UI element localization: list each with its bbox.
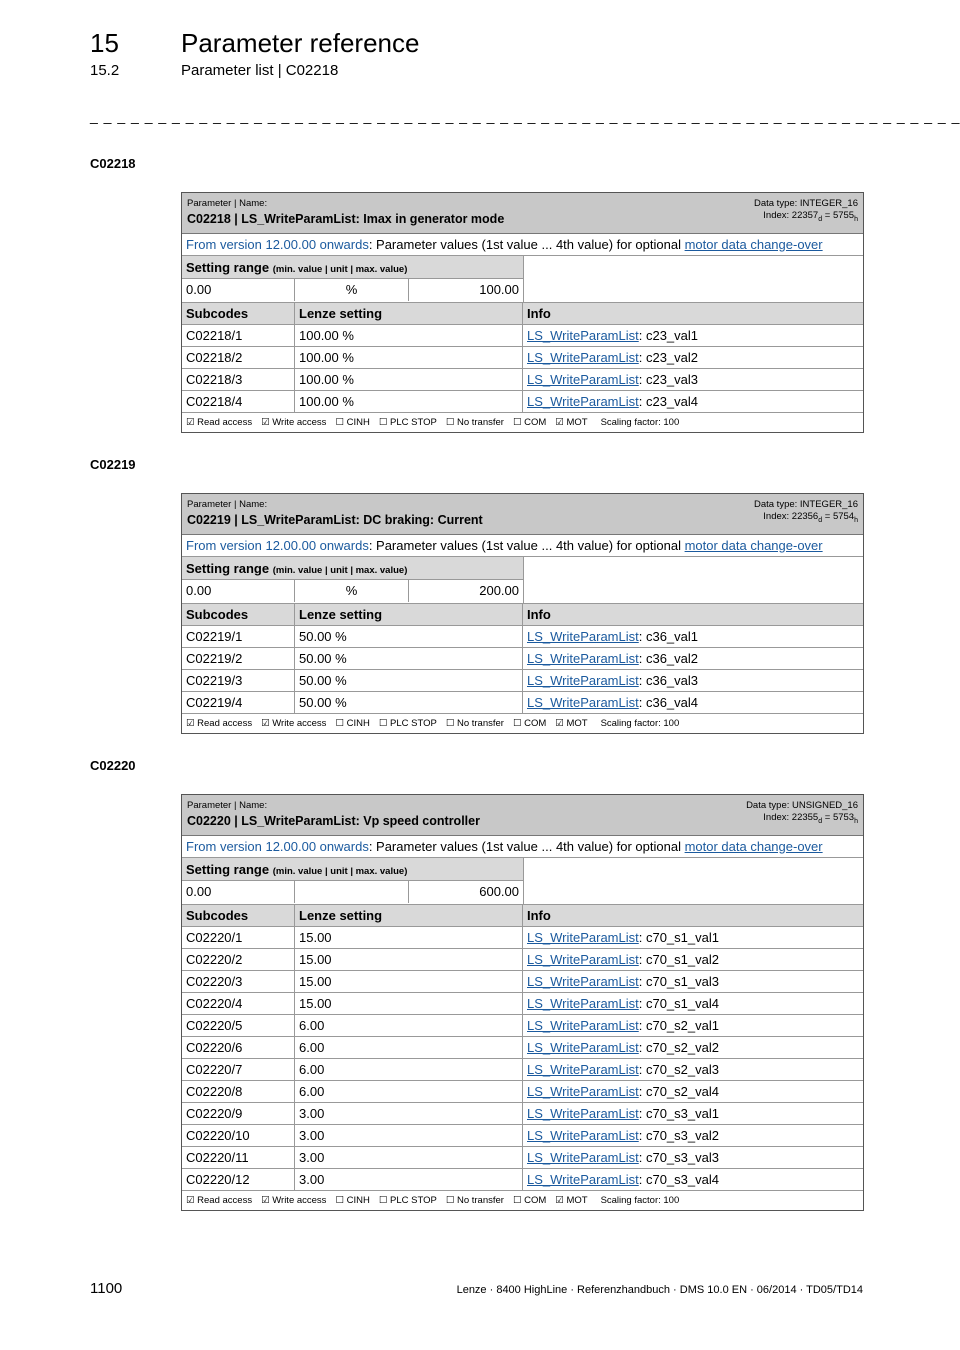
version-link[interactable]: From version 12.00.00 onwards [186,839,369,854]
range-max: 100.00 [479,282,519,297]
motor-data-link[interactable]: motor data change-over [684,538,823,553]
version-note: From version 12.00.00 onwards: Parameter values (1st value ... 4th value) for optional motor data change-over [182,836,863,858]
motor-data-link[interactable]: motor data change-over [684,237,823,252]
table-row: C02218/2 100.00 % LS_WriteParamList: c23_val2 [182,347,863,369]
info-link[interactable]: LS_WriteParamList [527,1084,639,1099]
table-row: C02219/3 50.00 % LS_WriteParamList: c36_val3 [182,670,863,692]
param-name: C02219 | LS_WriteParamList: DC braking: Current [187,513,483,527]
table-row: C02220/10 3.00 LS_WriteParamList: c70_s3_val2 [182,1125,863,1147]
chapter-number: 15 [90,28,119,58]
range-min: 0.00 [182,279,295,301]
table-row: C02220/9 3.00 LS_WriteParamList: c70_s3_val1 [182,1103,863,1125]
range-max: 600.00 [479,884,519,899]
subcode-header-row: Subcodes Lenze setting Info [182,303,863,325]
info-link[interactable]: LS_WriteParamList [527,328,639,343]
info-link[interactable]: LS_WriteParamList [527,930,639,945]
subcode-header-row: Subcodes Lenze setting Info [182,604,863,626]
version-link[interactable]: From version 12.00.00 onwards [186,538,369,553]
table-row: C02220/4 15.00 LS_WriteParamList: c70_s1_val4 [182,993,863,1015]
table-row: C02220/7 6.00 LS_WriteParamList: c70_s2_val3 [182,1059,863,1081]
param-heading-c02220: C02220 [90,758,136,773]
data-type: Data type: UNSIGNED_16 [746,800,858,811]
table-row: C02220/1 15.00 LS_WriteParamList: c70_s1_val1 [182,927,863,949]
param-index: Index: $22355_d = 5753_h$ [763,812,858,825]
setting-range [182,557,863,604]
chapter-title: Parameter reference [181,28,420,58]
data-type: Data type: INTEGER_16 [753,499,858,510]
dashed-divider: _ _ _ _ _ _ _ _ _ _ _ _ _ _ _ _ _ _ _ _ _ _ _ _ _ _ _ _ _ _ _ _ _ _ _ _ _ _ _ _ _ _ _ _ _ _ _ _ _ _ _ _ _ _ _ _ _ _ _ _ _ _ _ _ [90,108,960,124]
page-number: 1100 [90,1280,123,1297]
param-table-header [182,193,863,234]
access-flags: ☑ Read access ☑ Write access ☐ CINH ☐ PLC STOP ☐ No transfer ☐ COM ☑ MOT Scaling factor: 100 [186,1195,680,1206]
range-unit: % [295,279,409,301]
table-row: C02220/3 15.00 LS_WriteParamList: c70_s1_val3 [182,971,863,993]
param-label: Parameter | Name: [187,800,268,811]
info-link[interactable]: LS_WriteParamList [527,629,639,644]
range-unit: % [295,580,409,602]
table-row: C02220/11 3.00 LS_WriteParamList: c70_s3_val3 [182,1147,863,1169]
info-link[interactable]: LS_WriteParamList [527,1018,639,1033]
data-type: Data type: INTEGER_16 [753,198,858,209]
table-row: C02218/4 100.00 % LS_WriteParamList: c23_val4 [182,391,863,413]
version-note: From version 12.00.00 onwards: Parameter values (1st value ... 4th value) for optional motor data change-over [182,535,863,557]
info-link[interactable]: LS_WriteParamList [527,372,639,387]
range-unit [295,881,409,903]
range-min: 0.00 [182,580,295,602]
table-row: C02220/6 6.00 LS_WriteParamList: c70_s2_val2 [182,1037,863,1059]
table-row: C02220/2 15.00 LS_WriteParamList: c70_s1_val2 [182,949,863,971]
version-link[interactable]: From version 12.00.00 onwards [186,237,369,252]
param-index: Index: $22357_d = 5755_h$ [763,210,858,223]
range-min: 0.00 [182,881,295,903]
setting-range [182,858,863,905]
table-row: C02219/4 50.00 % LS_WriteParamList: c36_val4 [182,692,863,714]
info-link[interactable]: LS_WriteParamList [527,1150,639,1165]
info-link[interactable]: LS_WriteParamList [527,695,639,710]
setting-range-header: Setting range (min. value | unit | max. value) [182,858,523,881]
info-link[interactable]: LS_WriteParamList [527,394,639,409]
info-link[interactable]: LS_WriteParamList [527,350,639,365]
param-label: Parameter | Name: [187,499,268,510]
param-heading-c02218: C02218 [90,156,136,171]
section-title: Parameter list | C02218 [181,62,339,79]
range-max: 200.00 [479,583,519,598]
access-flags: ☑ Read access ☑ Write access ☐ CINH ☐ PLC STOP ☐ No transfer ☐ COM ☑ MOT Scaling factor: 100 [186,718,680,729]
param-name: C02218 | LS_WriteParamList: Imax in generator mode [187,212,505,226]
table-row: C02220/5 6.00 LS_WriteParamList: c70_s2_val1 [182,1015,863,1037]
table-row: C02219/2 50.00 % LS_WriteParamList: c36_val2 [182,648,863,670]
info-link[interactable]: LS_WriteParamList [527,673,639,688]
table-row: C02220/12 3.00 LS_WriteParamList: c70_s3_val4 [182,1169,863,1191]
info-link[interactable]: LS_WriteParamList [527,651,639,666]
setting-range-header: Setting range (min. value | unit | max. value) [182,256,523,279]
param-label: Parameter | Name: [187,198,268,209]
param-table-c02218 [181,192,864,433]
info-link[interactable]: LS_WriteParamList [527,996,639,1011]
param-heading-c02219: C02219 [90,457,136,472]
param-name: C02220 | LS_WriteParamList: Vp speed controller [187,814,480,828]
setting-range [182,256,863,303]
info-link[interactable]: LS_WriteParamList [527,952,639,967]
section-number: 15.2 [90,62,120,79]
info-link[interactable]: LS_WriteParamList [527,1128,639,1143]
param-index: Index: $22356_d = 5754_h$ [763,511,858,524]
param-table-c02219 [181,493,864,734]
table-row: C02218/1 100.00 % LS_WriteParamList: c23_val1 [182,325,863,347]
info-link[interactable]: LS_WriteParamList [527,1062,639,1077]
param-table-header [182,795,863,836]
table-row: C02218/3 100.00 % LS_WriteParamList: c23_val3 [182,369,863,391]
info-link[interactable]: LS_WriteParamList [527,1040,639,1055]
table-row: C02219/1 50.00 % LS_WriteParamList: c36_val1 [182,626,863,648]
setting-range-header: Setting range (min. value | unit | max. value) [182,557,523,580]
table-row: C02220/8 6.00 LS_WriteParamList: c70_s2_val4 [182,1081,863,1103]
param-table-c02220 [181,794,864,1211]
info-link[interactable]: LS_WriteParamList [527,1106,639,1121]
info-link[interactable]: LS_WriteParamList [527,974,639,989]
footer-info: Lenze · 8400 HighLine · Referenzhandbuch · DMS 10.0 EN · 06/2014 · TD05/TD14 [456,1284,863,1296]
subcode-header-row: Subcodes Lenze setting Info [182,905,863,927]
motor-data-link[interactable]: motor data change-over [684,839,823,854]
info-link[interactable]: LS_WriteParamList [527,1172,639,1187]
access-flags: ☑ Read access ☑ Write access ☐ CINH ☐ PLC STOP ☐ No transfer ☐ COM ☑ MOT Scaling factor: 100 [186,417,680,428]
param-table-header [182,494,863,535]
version-note: From version 12.00.00 onwards: Parameter values (1st value ... 4th value) for optional motor data change-over [182,234,863,256]
